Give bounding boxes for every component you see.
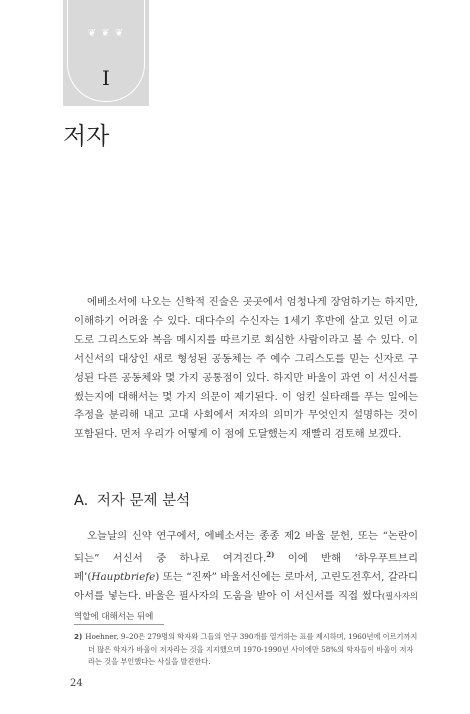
footnote-number: 2)	[74, 632, 83, 641]
section-letter: A.	[74, 493, 89, 509]
intro-paragraph-block	[74, 293, 418, 444]
section-text-part3: ) 또는 “진짜” 바울서신에는 로마서, 고린도전후서, 갈라디아서를 넣는다. 바울은 필사자의 도움을 받아 이 서신서를 직접 썼다	[74, 571, 418, 603]
chapter-title: 저자	[63, 122, 110, 150]
section-title: 저자 문제 분석	[96, 493, 191, 509]
section-paragraph-block	[74, 527, 418, 627]
section-heading	[74, 489, 190, 510]
section-text-part2: 이에 반해 ‘하우푸트브리페’(	[74, 552, 418, 584]
footnote-reference[interactable]: 2)	[266, 549, 275, 559]
intro-paragraph: 에베소서에 나오는 신학적 진술은 곳곳에서 엄청나게 장엄하기는 하지만, 이해하기 어려울 수 있다. 대다수의 수신자는 1세기 후반에 살고 있던 이교도로 그리스도와 복음 메시지를 따르기로 회심한 사람이라고 볼 수 있다. 이 서신서의 대상인 새로 형성된 공동체는 주 예수 그리스도를 믿는 신자로 구성된 다른 공동체와 몇 가지 공통점이 있다. 하지만 바울이 과연 이 서신서를 썼는지에 대해서는 몇 가지 의문이 제기된다. 이 엉킨 실타래를 푸는 일에는 추정을 분리해 내고 고대 사회에서 저자의 의미가 무엇인지 설명하는 것이 포함된다. 먼저 우리가 어떻게 이 점에 도달했는지 재빨리 검토해 보겠다.	[74, 296, 418, 441]
section-text-italic: Hauptbriefe	[91, 571, 156, 584]
section-text-tail: (필사자의 역할에 대해서는 뒤에	[74, 592, 418, 623]
section-paragraph	[74, 527, 418, 627]
chapter-banner	[63, 0, 149, 106]
footnote-divider	[74, 624, 164, 625]
page-number: 24	[70, 678, 83, 689]
footnote	[74, 631, 418, 669]
section-text-part1: 오늘날의 신약 연구에서, 에베소서는 종종 제2 바울 문헌, 또는 “논란이 되는” 서신서 중 하나로 여겨진다.	[74, 530, 418, 565]
ornament-icon: ❦ ❦ ❦	[87, 28, 125, 39]
chapter-number: I	[102, 66, 110, 90]
footnote-text: Hoehner, 9–20은 279명의 학자와 그들의 연구 390개를 열거하는 표를 제시하며, 1960년에 이르기까지 더 많은 학자가 바울이 저자라는 것을 지지했으며 1970-1990년 사이에만 58%의 학자들이 바울이 저자라는 것을 부인했다는 사실을 발견한다.	[85, 632, 418, 666]
